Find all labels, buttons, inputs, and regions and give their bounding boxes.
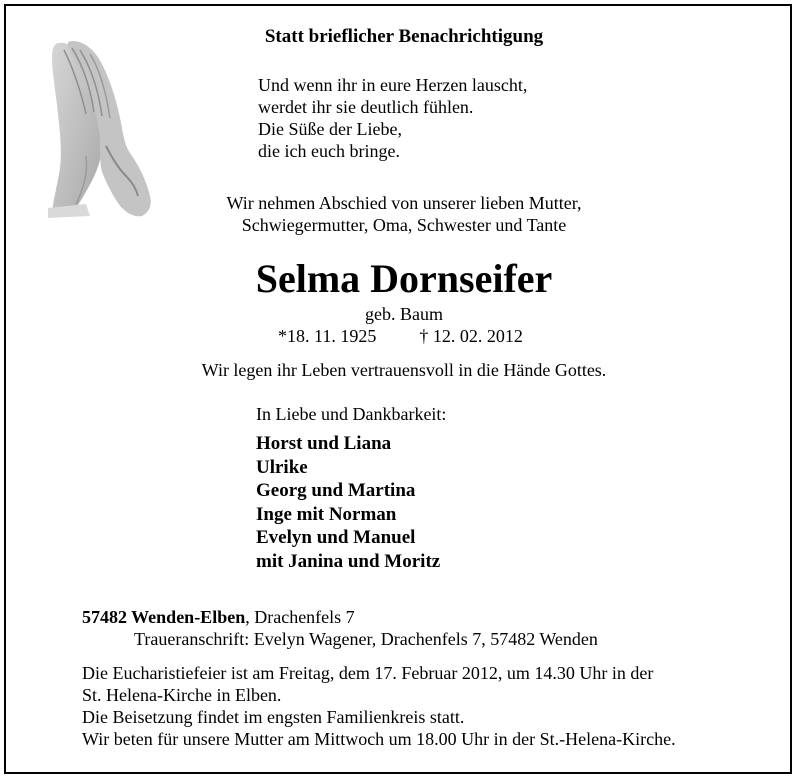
mourning-address: Traueranschrift: Evelyn Wagener, Drachenfels 7, 57482 Wenden	[134, 629, 598, 649]
note-line: Die Eucharistiefeier ist am Freitag, dem 17. Februar 2012, um 14.30 Uhr in der	[82, 663, 654, 683]
faith-statement: Wir legen ihr Leben vertrauensvoll in die Hände Gottes.	[201, 360, 607, 380]
intro-line: Schwiegermutter, Oma, Schwester und Tante	[241, 215, 567, 235]
address-city: 57482 Wenden-Elben	[82, 607, 246, 627]
address-street: , Drachenfels 7	[245, 607, 355, 627]
birth-date: *18. 11. 1925	[278, 326, 377, 346]
family-member: Horst und Liana	[256, 433, 392, 454]
family-member: Evelyn und Manuel	[256, 527, 416, 548]
notice-heading: Statt brieflicher Benachrichtigung	[264, 26, 544, 47]
praying-hands-icon	[46, 36, 156, 218]
service-notes	[82, 662, 676, 750]
poem-line: die ich euch bringe.	[258, 141, 400, 161]
obituary-notice	[4, 4, 792, 774]
address-line	[82, 606, 355, 628]
family-list	[256, 432, 440, 573]
family-member: Inge mit Norman	[256, 503, 397, 525]
note-line: Wir beten für unsere Mutter am Mittwoch um 18.00 Uhr in der St.-Helena-Kirche.	[82, 729, 676, 749]
note-line: Die Beisetzung findet im engsten Familienkreis statt.	[82, 707, 465, 727]
poem-line: Und wenn ihr in eure Herzen lauscht,	[258, 75, 528, 95]
thanks-line: In Liebe und Dankbarkeit:	[256, 404, 447, 424]
poem-verse	[258, 74, 527, 162]
deceased-name: Selma Dornseifer	[255, 256, 553, 301]
family-member: Ulrike	[256, 456, 308, 478]
family-member: Georg und Martina	[256, 480, 416, 501]
farewell-intro	[6, 192, 800, 236]
poem-line: werdet ihr sie deutlich fühlen.	[258, 97, 474, 117]
family-member: mit Janina und Moritz	[256, 550, 441, 572]
life-dates	[278, 326, 523, 347]
death-date: † 12. 02. 2012	[419, 326, 523, 346]
note-line: St. Helena-Kirche in Elben.	[82, 685, 282, 705]
poem-line: Die Süße der Liebe,	[258, 119, 402, 139]
birth-name: geb. Baum	[365, 304, 443, 324]
intro-line: Wir nehmen Abschied von unserer lieben Mutter,	[226, 193, 582, 213]
